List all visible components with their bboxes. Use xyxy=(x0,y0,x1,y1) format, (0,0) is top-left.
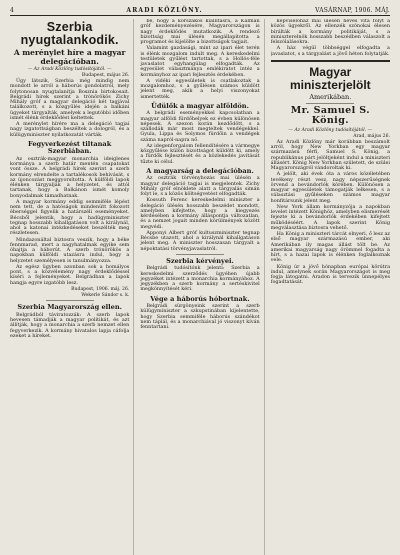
paragraph: A vidéki egyesületek is csatlakoztak a mozgalomhoz, s a gyűlésen számos küldött jelent meg, akik a helyi viszonyokat ismertették. xyxy=(140,77,260,100)
byline: — Az Aradi Közlöny tudósítójától. — xyxy=(288,127,373,133)
paragraph: New York állam kormányzója a napokban levelet intézett Könighöz, amelyben elismerését fejezte ki a bevándorlók érdekében kifejtett működéséért. A lapok szerint König megválasztása biztosra vehető. xyxy=(270,203,390,231)
person-name: Mr. Samuel S. König. xyxy=(290,104,370,126)
paragraph: Az egész ügyben azonban sok a homályos pont, s a közvélemény nagy érdeklődéssel kíséri a fejleményeket. Belgrádban a lapok hangja egyre izgatóbb lesz. xyxy=(10,263,130,286)
section-heading: Szerbia Magyarország ellen. xyxy=(17,303,122,312)
page-number: 4 xyxy=(10,7,15,14)
paragraph: Belgrádi sürgönyeink szerint a szerb külügyminiszter a szkupstinában kijelentette, hogy Szerbia semmiféle háborús szándékot nem táplál, és a monarchiával jó viszonyt kíván fenntartani. xyxy=(140,303,260,330)
divider xyxy=(306,103,354,104)
divider xyxy=(271,60,390,62)
section-heading: Üdülők a magyar alföldön. xyxy=(151,101,249,110)
paragraph: Az Aradi Közlöny már korábban beszámolt arról, hogy New Yorkban egy magyar származású férfi, Samuel S. König, a republikánus párt jelöltjeként indul a miniszteri állásért. König New Yorkban született, de szülei Magyarországról vándoroltak ki. xyxy=(270,138,390,171)
paragraph: Kossuth Ferenc kereskedelmi miniszter a delegáció ülésén hosszabb beszédet mondott, amelyben kifejtette, hogy a kiegyezés kérdésében a kormány álláspontja változatlan, és a nemzet jogait minden körülmények között megvédi. xyxy=(140,197,260,230)
dateline: Budapest, 1906. máj. 26. xyxy=(71,286,130,292)
divider xyxy=(176,254,224,255)
byline: — Az Aradi Közlöny tudósítójától. — xyxy=(27,67,112,72)
paragraph: Belgrádból táviratozzák: A szerb lapok hevesen támadják a magyar politikát, és azt állítják, hogy a monarchia a szerb nemzet ellen fegyverkezik. A kormány hivatalos lapja cáfolja ezeket a híreket. xyxy=(10,311,130,339)
paragraph: Ha König a miniszteri tárcát elnyeri, ő lesz az első magyar származású ember, aki Amerikában ily magas állást tölt be. Az amerikai magyarság nagy örömmel fogadta a hírt, s a hazai lapok is élénken foglalkoznak vele. xyxy=(270,231,390,264)
column-2 xyxy=(140,19,264,555)
paragraph: képviselőház mai ülésén heves vita folyt a közös ügyekről. Az ellenzék szónokai élesen bírálták a kormány politikáját, s a miniszterelnök hosszabb beszédben válaszolt a felszólalásokra. xyxy=(270,19,390,45)
dateline: Arad, május 26. xyxy=(353,133,390,139)
article-body xyxy=(271,140,390,286)
article-subheadline: Amerikában. xyxy=(309,92,352,101)
section-heading: A magyarság a delegációban. xyxy=(146,166,254,175)
paragraph: Mindazonáltal biztosra veszik, hogy a béke fennmarad, mert a nagyhatalmak egyike sem óhajtja a háborút. A szerb trónörökös a napokban külföldi utazásra indul, hogy a helyzetet személyesen is tanulmányozza. xyxy=(10,236,130,264)
article-body xyxy=(140,19,259,330)
paragraph: Az idegenforgalom fellendítésére a vármegye közgyűlése külön bizottságot küldött ki, amely a fürdők fejlesztését és a közlekedés javítását tűzte ki célul. xyxy=(140,142,260,165)
article-body xyxy=(10,79,129,339)
paragraph: A merénylet hírére ma a delegáció tagjai nagy izgatottságban beszéltek a dologról, és a külügyminiszter nyilatkozatát várták. xyxy=(10,121,130,138)
paragraph: Valamint gazdasági, mint az ipari élet terén is élénk mozgalom indult meg. A kereskedelmi testületek gyűlést tartottak, s a Hollós-féle javaslatot egyhangúlag elfogadták. Az egyesület választmánya emlékiratot intéz a kormányhoz az ipari fejlesztés érdekében. xyxy=(140,45,260,78)
columns xyxy=(10,19,390,555)
article-body xyxy=(271,19,390,57)
paragraph: A magyar kormány eddig semmiféle lépést nem tett, de a hatóságok mindenütt fokozott éberséggel figyelik a határszéli eseményeket. Bécsből jelentik, hogy a hadügyminiszter tegnap hosszabb kihallgatáson volt a királynál, ahol a katonai intézkedéseket beszélték meg részletesen. xyxy=(10,198,130,237)
column-1 xyxy=(10,19,134,555)
paragraph: Apponyi Albert gróf kultuszminiszter tegnap Bécsbe utazott, ahol a királynál kihallgatáson jelent meg. A miniszter hosszasan tárgyalt a népoktatási törvényjavaslatról. xyxy=(140,229,260,252)
paragraph: A jelölt, aki évek óta a város közéletében tevékeny részt vesz, nagy népszerűségnek örvend a bevándorlók körében. Különösen a magyar egyesületek támogatják lelkesen, s a választási gyűléseken számos magyar honfitársunk jelent meg. xyxy=(270,171,390,204)
subheadline: A merénylet híre a magyar delegációban. xyxy=(13,48,126,66)
paragraph: be, hogy a korszakos kiállításra, a Kálmán gróf kezdeményezésére, Magyarországon is nagy érdeklődés mutatkozik. A rendező bizottság mai ülésén megállapította a programot és kijelölte a bizottságok tagjait. xyxy=(140,19,260,45)
paragraph: Az osztrák törvényhozás mai ülésén a magyar delegáció tagjai is megjelentek. Zichy Mihály gróf elnöklete alatt a tárgyalás simán folyt le, s a közös költségvetést elfogadták. xyxy=(140,175,260,197)
signature: Wekerle Sándor s. k. xyxy=(81,293,130,298)
paragraph: Az osztrák-magyar monarchia ideiglenes kormánya a szerb határ mentén csapatokat vont össze. A belgrádi hírek szerint a szerb kormány elrendelte a tartalékosok behívását, s az újoncozást meggyorsította. A külföldi lapok élénken tárgyalják a helyzetet, és attól tartanak, hogy a Balkánon ismét komoly bonyodalmak támadhatnak. xyxy=(10,155,130,199)
paragraph: A ház végül többséggel elfogadta a javaslatot, s a tárgyalást a jövő héten folytatják. xyxy=(270,45,390,57)
section-heading: Fegyverkezést tiltanak Szerbiában. xyxy=(28,139,112,156)
headline: Szerbia nyugtalankodik. xyxy=(20,20,119,47)
section-heading: Szerbia kérvényei. xyxy=(166,256,234,265)
masthead xyxy=(10,4,390,16)
column-3 xyxy=(271,19,390,555)
paragraph: Belgrádi tudósítónk jelenti: Szerbia a kereskedelmi szerződés ügyében újabb jegyzéket intézett a monarchia kormányához. A jegyzékben a szerb kormány a sertéskivitel megkönnyítését kéri. xyxy=(140,265,260,293)
paragraph: Úgy látszik, Szerbia még mindig nem mondott le arról a háborús gondolatról, mely folytonosan nyugtalanítja Bosznia birtokosait. Belgrádi hírek szerint a trónörökös Zichy Mihály gróf a magyar delegáció két tagjával találkozott, s a közgyűlés idején a balkáni ügyeket tárgyalták, amelyek a legutóbbi időben ismét élénk érdeklődést keltettek. xyxy=(10,78,130,121)
paper-title: ARADI KÖZLÖNY. xyxy=(126,7,203,14)
section-heading: Vége a háborús hóbortnak. xyxy=(150,294,250,303)
paragraph: A belgrádi eseményekkel kapcsolatban a magyar alföldi fürdőhelyek ez évben különösen népesek. A szezon korán kezdődött, s a szállodák már most megteltek vendégekkel. Gyula, Lippa és Solymos fürdőin a vendégek száma napról-napra nő. xyxy=(140,110,260,143)
paragraph: König úr a jövő hónapban európai körútra indul, amelynek során Magyarországot is meg fogja látogatni. Aradon is tervezik ünnepélyes fogadtatását. xyxy=(270,263,390,286)
divider xyxy=(46,300,94,301)
article-headline: Magyar miniszterjelölt xyxy=(289,64,371,92)
dateline: Budapest, május 26. xyxy=(81,73,130,78)
issue-date: VASÁRNAP, 1906. MÁJ. xyxy=(315,7,390,14)
